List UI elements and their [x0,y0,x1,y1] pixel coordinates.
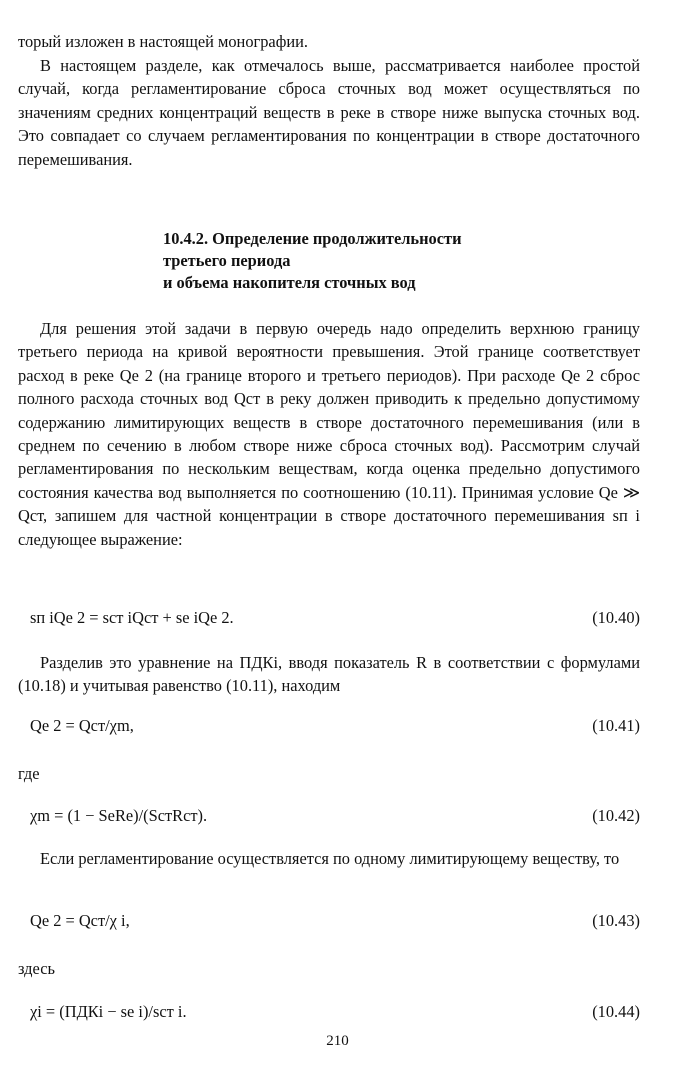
formula-10-40 [30,606,640,630]
equation-number: (10.42) [592,806,640,825]
equation-number: (10.40) [592,608,640,627]
page-number: 210 [326,1033,349,1049]
continuation-paragraph: торый изложен в настоящей монографии. [18,32,308,51]
heading-line-2: третьего периода [163,251,291,270]
equation-number: (10.44) [592,1002,640,1021]
here-label: здесь [18,959,55,978]
heading-line-3: и объема накопителя сточных вод [163,273,416,292]
equation-number: (10.43) [592,911,640,930]
equation-number: (10.41) [592,716,640,735]
formula-10-44 [30,1000,640,1024]
intro-paragraph: В настоящем разделе, как отмечалось выше, рассматривается наиболее простой случай, когда регламентирование сброса сточных вод может осуществляться по значениям средних концентраций веществ в реке в створе ниже выпуска сточных вод. Это совпадает со случаем регламентирования по концентрации в створе достаточного перемешивания. [18,56,640,169]
formula-expression: sп iQe 2 = sст iQст + se iQe 2. [30,608,234,627]
where-label: где [18,764,40,783]
formula-expression: Qe 2 = Qст/χ i, [30,911,130,930]
formula-10-41 [30,714,640,738]
formula-10-43 [30,909,640,933]
formula-expression: χi = (ПДКi − se i)/sст i. [30,1002,187,1021]
formula-expression: Qe 2 = Qст/χm, [30,716,134,735]
formula-10-42 [30,804,640,828]
method-paragraph: Для решения этой задачи в первую очередь надо определить верхнюю границу третьего периода на кривой вероятности превышения. Этой границе соответствует расход в реке Qe 2 (на границе второго и третьего периодов). При расходе Qe 2 сброс полного расхода сточных вод Qст в реку должен приводить к предельно допустимому содержанию лимитирующих веществ в створе достаточного перемешивания (или в среднем по сечению в любом створе ниже сброса сточных вод). Рассмотрим случай регламентирования по нескольким веществам, когда оценка предельно допустимого состояния качества вод выполняется по соотношению (10.11). Принимая условие Qe ≫ Qст, запишем для частной концентрации в створе достаточного перемешивания sп i следующее выражение: [18,319,640,549]
heading-line-1: 10.4.2. Определение продолжительности [163,229,462,248]
formula-expression: χm = (1 − SeRe)/(SстRст). [30,806,208,825]
single-substance-paragraph: Если регламентирование осуществляется по одному лимитирующему веществу, то [40,849,620,868]
derivation-paragraph: Разделив это уравнение на ПДКi, вводя показатель R в соответствии с формулами (10.18) и учитывая равенство (10.11), находим [18,653,640,696]
section-heading [163,228,583,294]
